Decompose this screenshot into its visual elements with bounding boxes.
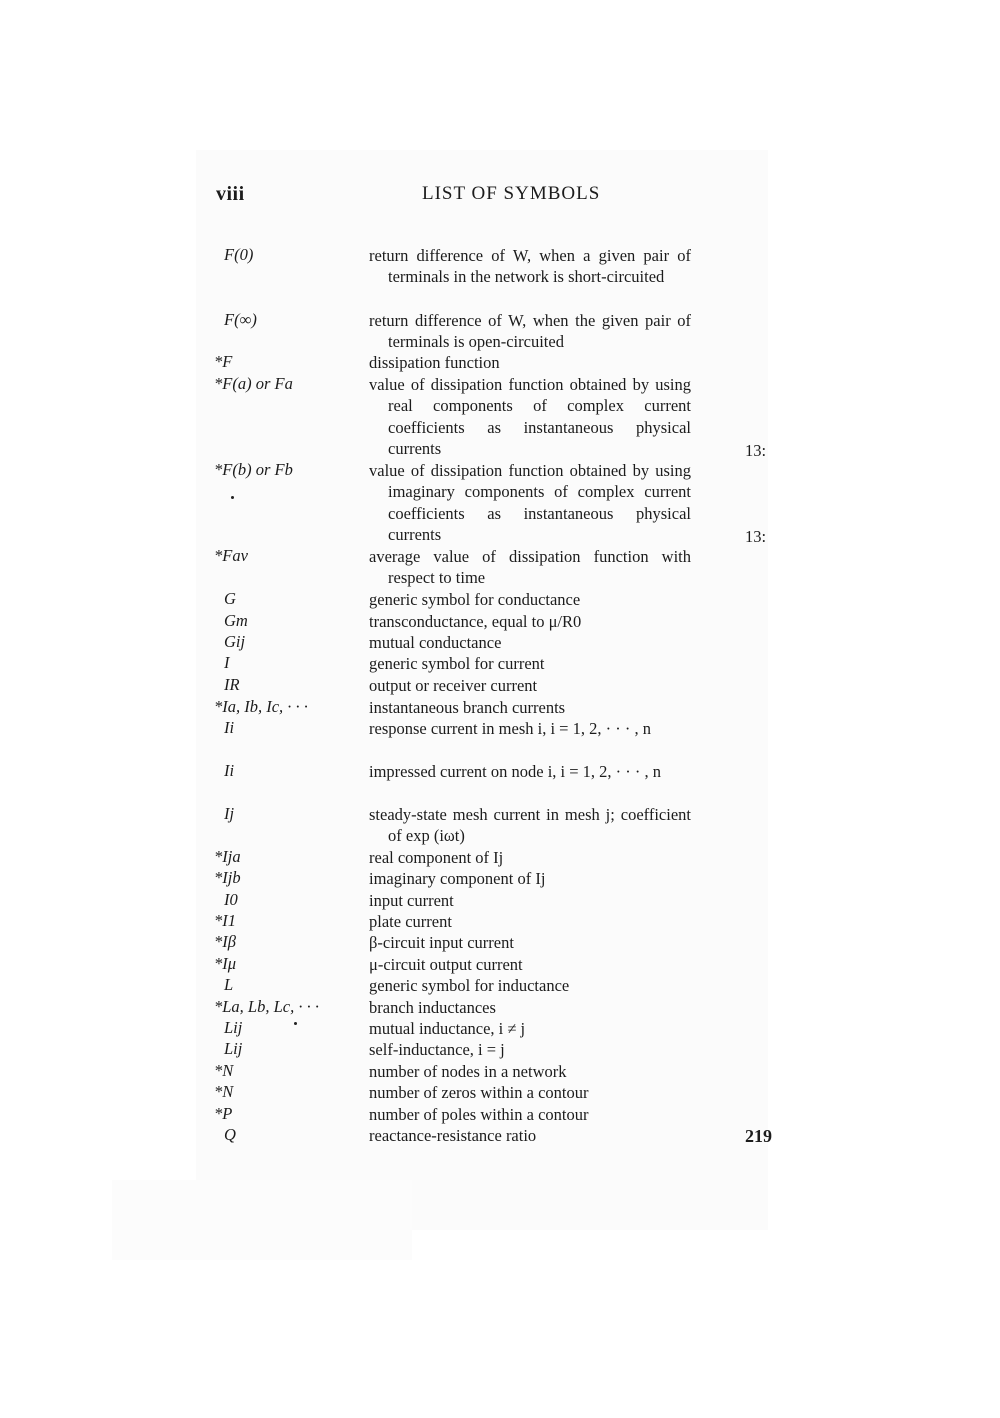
symbol-definition: instantaneous branch currents — [369, 698, 566, 717]
symbol-definition: response current in mesh i, i = 1, 2, · · · , n — [369, 719, 651, 738]
page-ref: 13: — [745, 527, 767, 546]
symbol: L — [224, 975, 234, 994]
symbol: Lij — [224, 1039, 243, 1058]
symbol-definition: value of dissipation function obtained by using imaginary components of complex current coefficients as instantaneous physical currents — [369, 461, 691, 545]
stray-dot — [231, 496, 234, 499]
symbol-definition: μ-circuit output current — [369, 955, 523, 974]
symbol-definition: real component of Ij — [369, 848, 504, 867]
symbol: Gij — [224, 632, 246, 651]
symbol: *Ia, Ib, Ic, · · · — [214, 697, 308, 716]
symbol: *F — [214, 352, 233, 371]
symbol: *P — [214, 1104, 233, 1123]
symbol-definition: plate current — [369, 912, 452, 931]
symbol: *N — [214, 1082, 234, 1101]
symbol-definition: return difference of W, when a given pair of terminals in the network is short-circuited — [369, 246, 691, 287]
symbol-definition: transconductance, equal to μ/R0 — [369, 612, 582, 631]
page-ref: 219 — [745, 1126, 772, 1146]
symbol-definition: self-inductance, i = j — [369, 1040, 505, 1059]
symbol: Ii — [224, 718, 235, 737]
symbol-definition: mutual conductance — [369, 633, 502, 652]
scan-shadow — [112, 1180, 412, 1260]
symbol: *Iβ — [214, 932, 236, 951]
symbol-definition: imaginary component of Ij — [369, 869, 546, 888]
symbol-definition: number of poles within a contour — [369, 1105, 589, 1124]
symbol-definition: steady-state mesh current in mesh j; coefficient of exp (iωt) — [369, 805, 691, 846]
symbol: *N — [214, 1061, 234, 1080]
symbol: *Ijb — [214, 868, 241, 887]
symbol: Q — [224, 1125, 236, 1144]
symbol: F(0) — [224, 245, 254, 264]
symbol: G — [224, 589, 236, 608]
symbol-definition: number of zeros within a contour — [369, 1083, 589, 1102]
symbol: Ij — [224, 804, 235, 823]
symbol: I — [224, 653, 230, 672]
symbol-definition: β-circuit input current — [369, 933, 514, 952]
page-title: LIST OF SYMBOLS — [422, 183, 601, 204]
symbol: *Ija — [214, 847, 241, 866]
page-number: viii — [216, 183, 245, 205]
symbol-definition: number of nodes in a network — [369, 1062, 567, 1081]
symbol: Ii — [224, 761, 235, 780]
symbol-definition: dissipation function — [369, 353, 500, 372]
symbol: *F(a) or Fa — [214, 374, 293, 393]
symbol: IR — [224, 675, 240, 694]
symbol: *I1 — [214, 911, 236, 930]
symbol: *F(b) or Fb — [214, 460, 293, 479]
symbol-definition: impressed current on node i, i = 1, 2, · · · , n — [369, 762, 662, 781]
symbol-definition: value of dissipation function obtained by using real components of complex current coefficients as instantaneous physical currents — [369, 375, 691, 459]
symbol-definition: reactance-resistance ratio — [369, 1126, 537, 1145]
symbol: *Fav — [214, 546, 248, 565]
symbol-definition: return difference of W, when the given pair of terminals is open-circuited — [369, 311, 691, 352]
symbol-definition: input current — [369, 891, 454, 910]
symbol: F(∞) — [224, 310, 257, 329]
symbol: I0 — [224, 890, 238, 909]
symbol: *Iμ — [214, 954, 237, 973]
symbol-definition: branch inductances — [369, 998, 496, 1017]
symbol-definition: generic symbol for current — [369, 654, 545, 673]
symbol-definition: generic symbol for conductance — [369, 590, 581, 609]
symbol-definition: generic symbol for inductance — [369, 976, 570, 995]
symbol: Lij — [224, 1018, 243, 1037]
symbol-definition: output or receiver current — [369, 676, 538, 695]
symbol: Gm — [224, 611, 248, 630]
symbol-definition: average value of dissipation function with respect to time — [369, 547, 691, 588]
symbol: *La, Lb, Lc, · · · — [214, 997, 319, 1016]
symbol-definition: mutual inductance, i ≠ j — [369, 1019, 526, 1038]
page-ref: 13: — [745, 441, 767, 460]
stray-dot — [294, 1022, 297, 1025]
